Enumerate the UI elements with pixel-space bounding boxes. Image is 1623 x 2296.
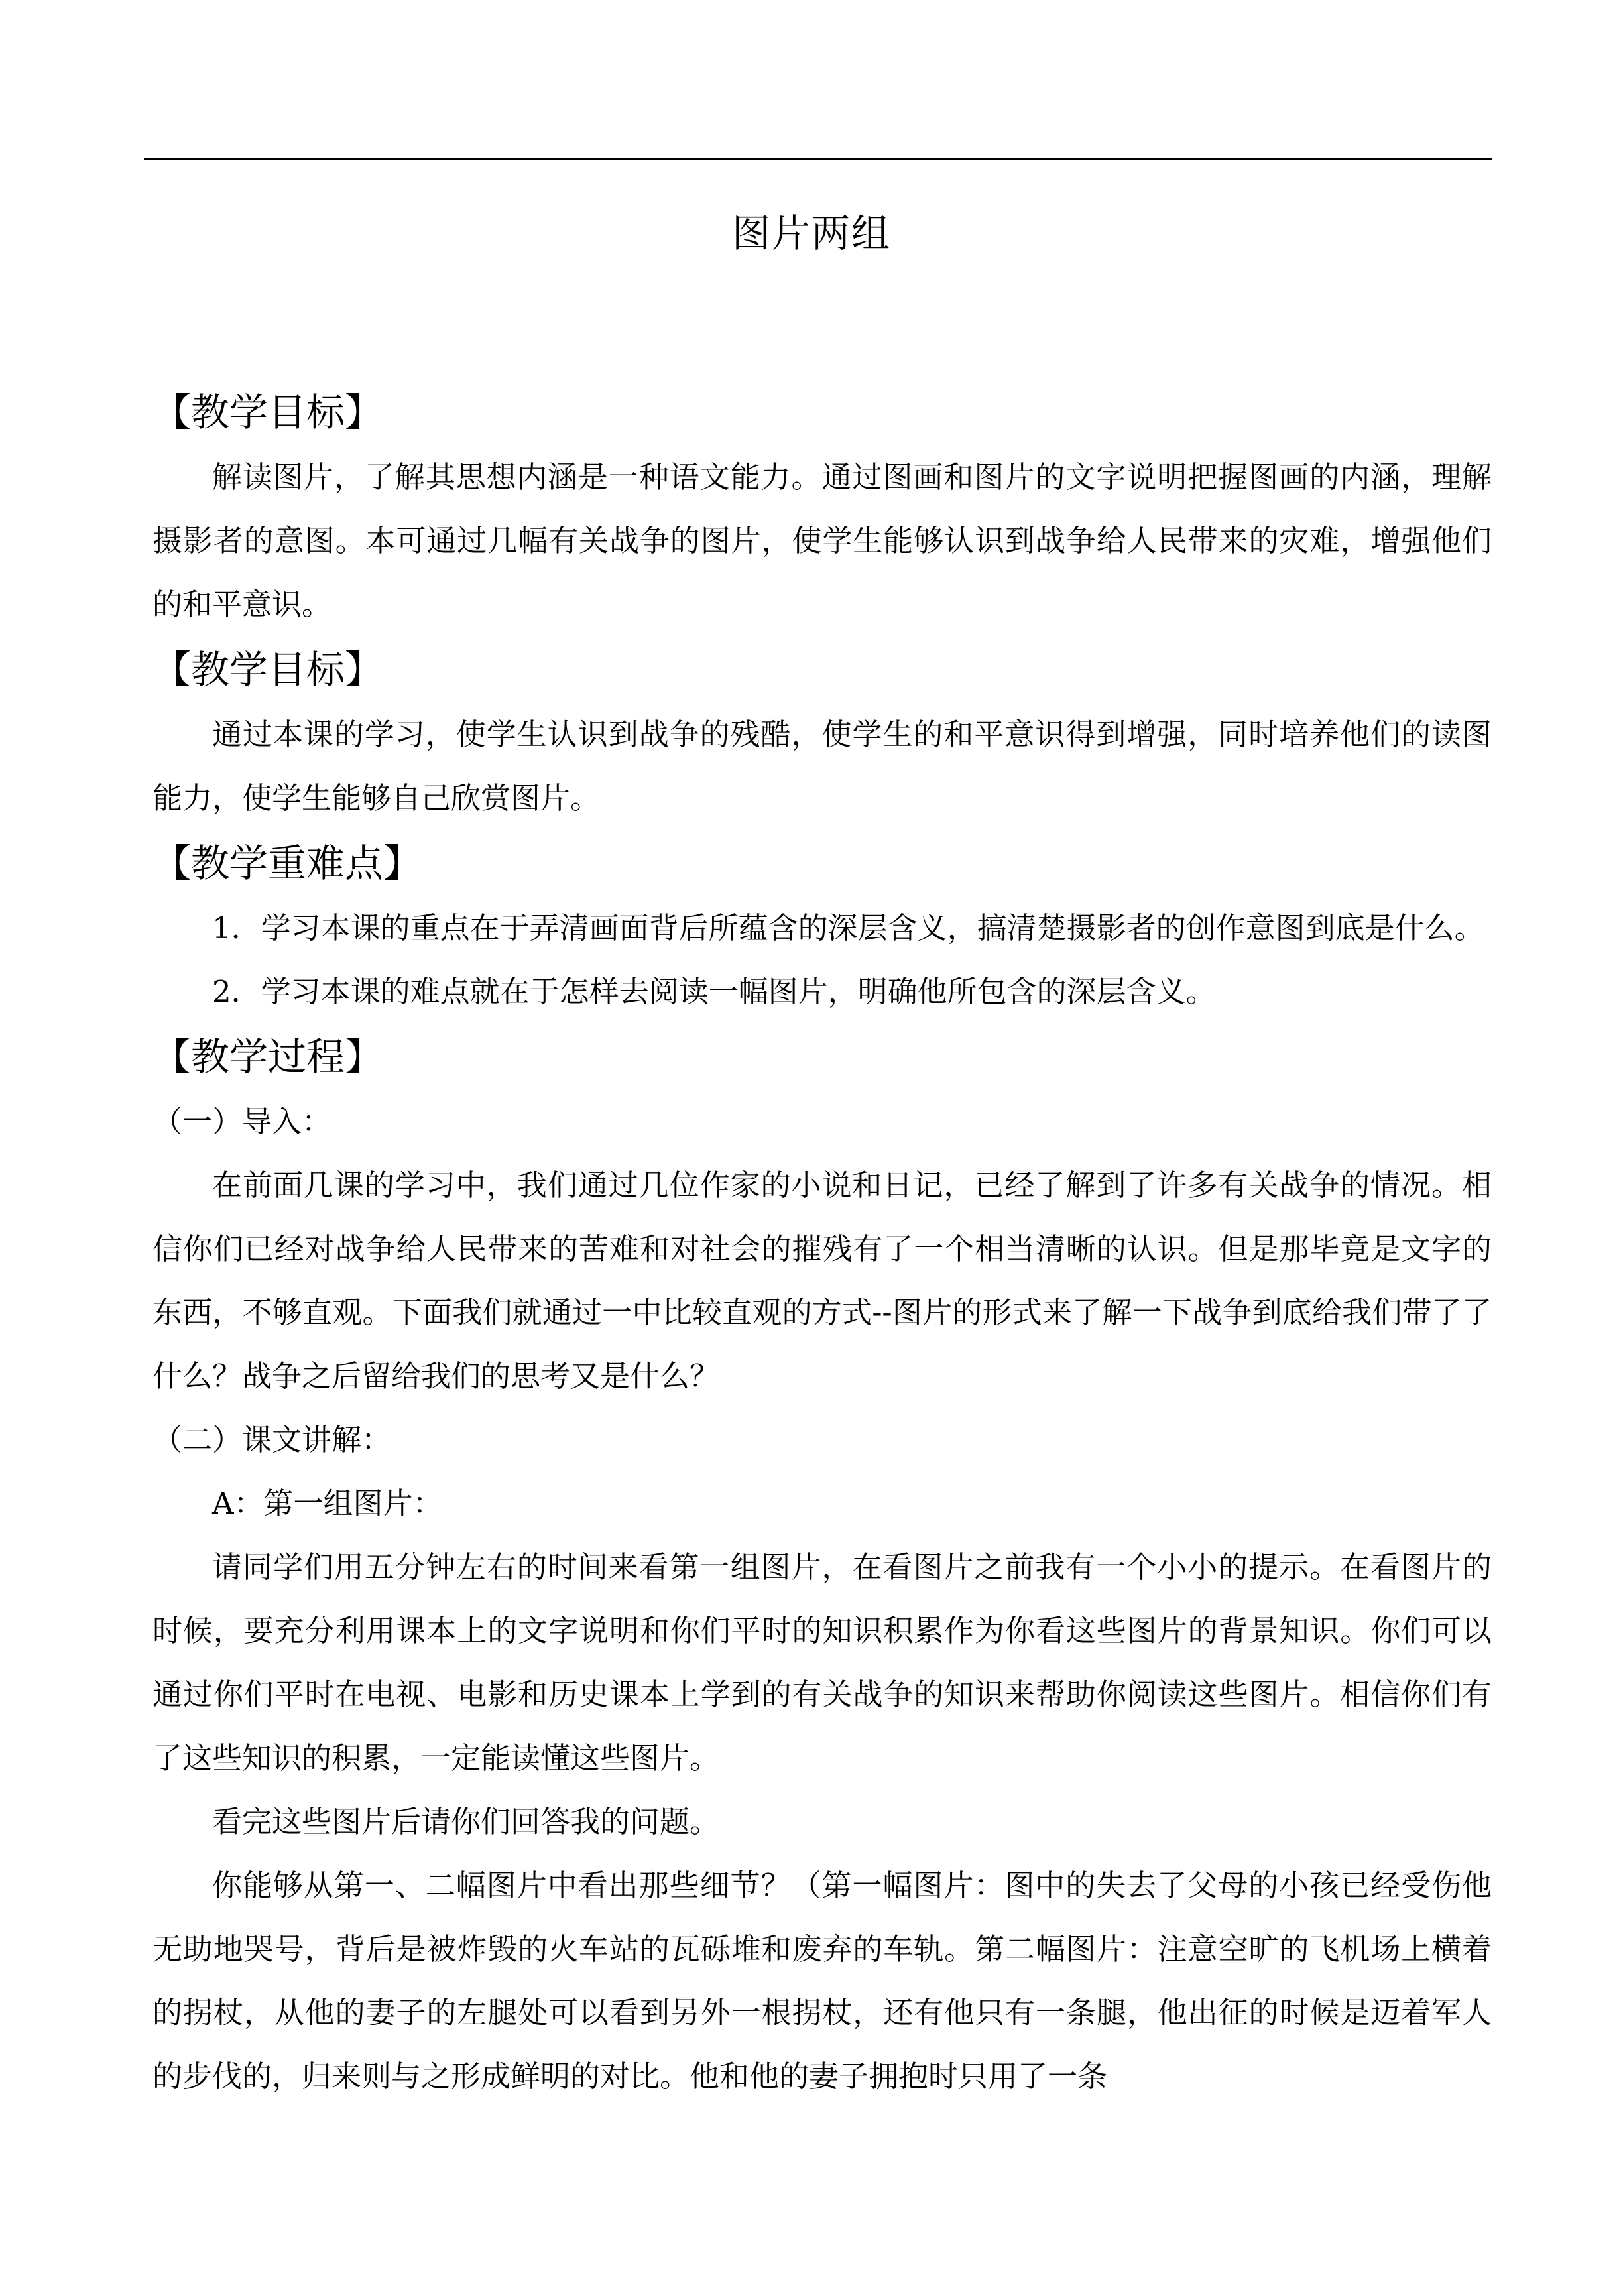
section-heading-process: 【教学过程】 [152,1034,384,1079]
section-heading-objectives-1: 【教学目标】 [152,390,384,435]
lecture-paragraph: 看完这些图片后请你们回答我的问题。 [212,1804,720,1839]
header-rule [144,158,1492,160]
document-title: 图片两组 [731,211,891,256]
key-point-item: 1．学习本课的重点在于弄清画面背后所蕴含的深层含义，搞清楚摄影者的创作意图到底是什么。 [212,910,1484,945]
lecture-label: （二）课文讲解： [152,1422,392,1457]
lecture-paragraph: 请同学们用五分钟左右的时间来看第一组图片，在看图片之前我有一个小小的提示。在看图片的时候，要充分利用课本上的文字说明和你们平时的知识积累作为你看这些图片的背景知识。你们可以通过你们平时在电视、电影和历史课本上学到的有关战争的知识来帮助你阅读这些图片。相信你们有了这些知识的积累，一定能读懂这些图片。 [152,1549,1492,1776]
group-label: A：第一组图片： [212,1486,443,1521]
key-point-item: 2．学习本课的难点就在于怎样去阅读一幅图片，明确他所包含的深层含义。 [212,974,1216,1009]
section-heading-objectives-2: 【教学目标】 [152,647,384,692]
intro-paragraph: 在前面几课的学习中，我们通过几位作家的小说和日记，已经了解到了许多有关战争的情况。相信你们已经对战争给人民带来的苦难和对社会的摧残有了一个相当清晰的认识。但是那毕竟是文字的东西，不够直观。下面我们就通过一中比较直观的方式--图片的形式来了解一下战争到底给我们带了了什么？战争之后留给我们的思考又是什么？ [152,1168,1492,1394]
document-body [152,379,1492,2108]
lecture-paragraph: 你能够从第一、二幅图片中看出那些细节？（第一幅图片：图中的失去了父母的小孩已经受伤他无助地哭号，背后是被炸毁的火车站的瓦砾堆和废弃的车轨。第二幅图片：注意空旷的飞机场上横着的拐杖，从他的妻子的左腿处可以看到另外一根拐杖，还有他只有一条腿，他出征的时候是迈着军人的步伐的，归来则与之形成鲜明的对比。他和他的妻子拥抱时只用了一条 [152,1868,1492,2094]
section-heading-key-points: 【教学重难点】 [152,841,422,886]
objectives-2-paragraph: 通过本课的学习，使学生认识到战争的残酷，使学生的和平意识得到增强，同时培养他们的读图能力，使学生能够自己欣赏图片。 [152,717,1492,816]
objectives-1-paragraph: 解读图片，了解其思想内涵是一种语文能力。通过图画和图片的文字说明把握图画的内涵，理解摄影者的意图。本可通过几幅有关战争的图片，使学生能够认识到战争给人民带来的灾难，增强他们的和平意识。 [152,459,1492,622]
intro-label: （一）导入： [152,1104,332,1139]
